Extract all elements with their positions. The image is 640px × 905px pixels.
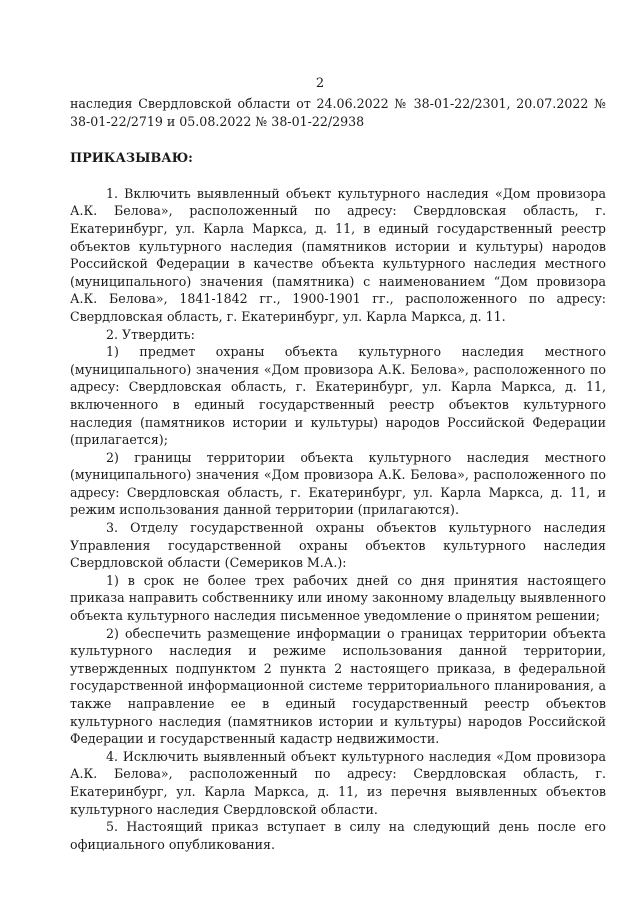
order-heading: ПРИКАЗЫВАЮ: xyxy=(70,151,193,167)
paragraph-item-1: 1. Включить выявленный объект культурного наследия «Дом провизора А.К. Белова», расположенный по адресу: Свердловская область, г. Екатеринбург, ул. Карла Маркса, д. 11, в единый государственный реестр объектов культурного наследия (памятников истории и культуры) народов Российской Федерации в качестве объекта культурного наследия местного (муниципального) значения (памятника) с наименованием “Дом провизора А.К. Белова», 1841-1842 гг., 1900-1901 гг., расположенного по адресу: Свердловская область, г. Екатеринбург, ул. Карла Маркса, д. 11. xyxy=(70,185,606,324)
document-body xyxy=(70,95,606,853)
paragraph-item-2-1: 1) предмет охраны объекта культурного наследия местного (муниципального) значения «Дом провизора А.К. Белова», расположенного по адресу: Свердловская область, г. Екатеринбург, ул. Карла Маркса, д. 11, включенного в единый государственный реестр объектов культурного наследия (памятников истории и культуры) народов Российской Федерации (прилагается); xyxy=(70,344,606,448)
paragraph-item-3-1: 1) в срок не более трех рабочих дней со дня принятия настоящего приказа направить собственнику или иному законному владельцу выявленного объекта культурного наследия письменное уведомление о принятом решении; xyxy=(70,572,606,624)
paragraph-item-5: 5. Настоящий приказ вступает в силу на следующий день после его официального опубликования. xyxy=(70,819,606,852)
page-number: 2 xyxy=(315,76,325,91)
paragraph-item-3: 3. Отделу государственной охраны объектов культурного наследия Управления государственной охраны объектов культурного наследия Свердловской области (Семериков М.А.): xyxy=(70,520,606,571)
paragraph-item-3-2: 2) обеспечить размещение информации о границах территории объекта культурного наследия и режиме использования данной территории, утвержденных подпунктом 2 пункта 2 настоящего приказа, в федеральной государственной информационной системе территориального планирования, а также направление ее в единый государственный реестр объектов культурного наследия (памятников истории и культуры) народов Российской Федерации и государственный кадастр недвижимости. xyxy=(70,625,606,747)
paragraph-item-2: 2. Утвердить: xyxy=(106,326,195,342)
paragraph-item-2-2: 2) границы территории объекта культурного наследия местного (муниципального) значения «Дом провизора А.К. Белова», расположенного по адресу: Свердловская область, г. Екатеринбург, ул. Карла Маркса, д. 11, и режим использования данной территории (прилагаются). xyxy=(70,449,606,518)
paragraph-item-4: 4. Исключить выявленный объект культурного наследия «Дом провизора А.К. Белова», расположенный по адресу: Свердловская область, г. Екатеринбург, ул. Карла Маркса, д. 11, из перечня выявленных объектов культурного наследия Свердловской области. xyxy=(70,748,606,817)
intro-paragraph: наследия Свердловской области от 24.06.2022 № 38-01-22/2301, 20.07.2022 № 38-01-22/2719 и 05.08.2022 № 38-01-22/2938 xyxy=(70,96,606,129)
